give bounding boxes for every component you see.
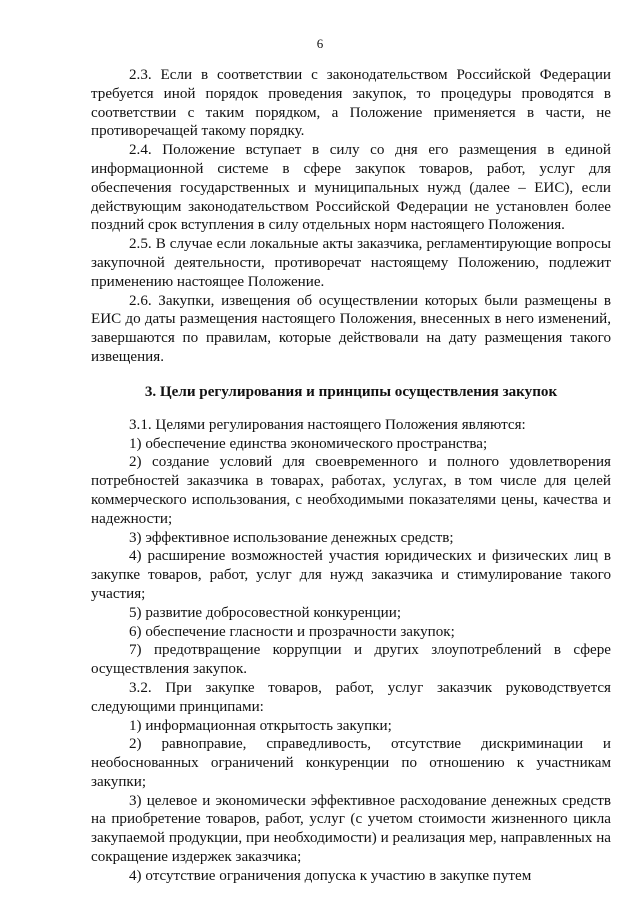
list-item-goal-5: 5) развитие добросовестной конкуренции; — [129, 604, 402, 621]
paragraph-2-5: 2.5. В случае если локальные акты заказчика, регламентирующие вопросы закупочной деятельности, противоречат настоящему Положению, подлежит применению настоящее Положение. — [91, 236, 611, 290]
list-item-goal-3: 3) эффективное использование денежных средств; — [129, 529, 454, 546]
list-item-goal-2: 2) создание условий для своевременного и полного удовлетворения потребностей заказчика в товарах, работах, услугах, в том числе для целей коммерческого использования, с необходимыми показателями цены, качества и надежности; — [91, 454, 611, 527]
section-heading: 3. Цели регулирования и принципы осуществления закупок — [144, 383, 558, 400]
paragraph-2-3: 2.3. Если в соответствии с законодательством Российской Федерации требуется иной порядок проведения закупок, то процедуры проводятся в соответствии с таким порядком, а Положение применяется в части, не противоречащей такому порядку. — [91, 67, 611, 140]
list-item-principle-1: 1) информационная открытость закупки; — [129, 717, 392, 734]
list-item-goal-6: 6) обеспечение гласности и прозрачности закупок; — [129, 623, 455, 640]
paragraph-2-6: 2.6. Закупки, извещения об осуществлении которых были размещены в ЕИС до даты размещения настоящего Положения, внесенных в него изменений, завершаются по правилам, которые действовали на дату размещения такого извещения. — [91, 292, 611, 365]
page-number: 6 — [316, 36, 324, 51]
paragraph-3-2: 3.2. При закупке товаров, работ, услуг заказчик руководствуется следующими принципами: — [91, 679, 611, 715]
list-item-principle-3: 3) целевое и экономически эффективное расходование денежных средств на приобретение товаров, работ, услуг (с учетом стоимости жизненного цикла закупаемой продукции, при необходимости) и реализация мер, направленных на сокращение издержек заказчика; — [91, 792, 611, 866]
paragraph-3-1: 3.1. Целями регулирования настоящего Положения являются: — [129, 416, 526, 433]
document-body — [91, 66, 611, 886]
list-item-principle-4: 4) отсутствие ограничения допуска к участию в закупке путем — [129, 867, 532, 884]
list-item-goal-7: 7) предотвращение коррупции и других злоупотреблений в сфере осуществления закупок. — [91, 642, 611, 678]
list-item-goal-4: 4) расширение возможностей участия юридических и физических лиц в закупке товаров, работ, услуг для нужд заказчика и стимулирование такого участия; — [91, 548, 611, 602]
list-item-goal-1: 1) обеспечение единства экономического пространства; — [129, 435, 488, 452]
list-item-principle-2: 2) равноправие, справедливость, отсутствие дискриминации и необоснованных ограничений конкуренции по отношению к участникам закупки; — [91, 736, 611, 790]
paragraph-2-4: 2.4. Положение вступает в силу со дня его размещения в единой информационной системе в сфере закупок товаров, работ, услуг для обеспечения государственных и муниципальных нужд (далее – ЕИС), если действующим законодательством Российской Федерации не установлен более поздний срок вступления в силу отдельных норм настоящего Положения. — [91, 142, 611, 234]
